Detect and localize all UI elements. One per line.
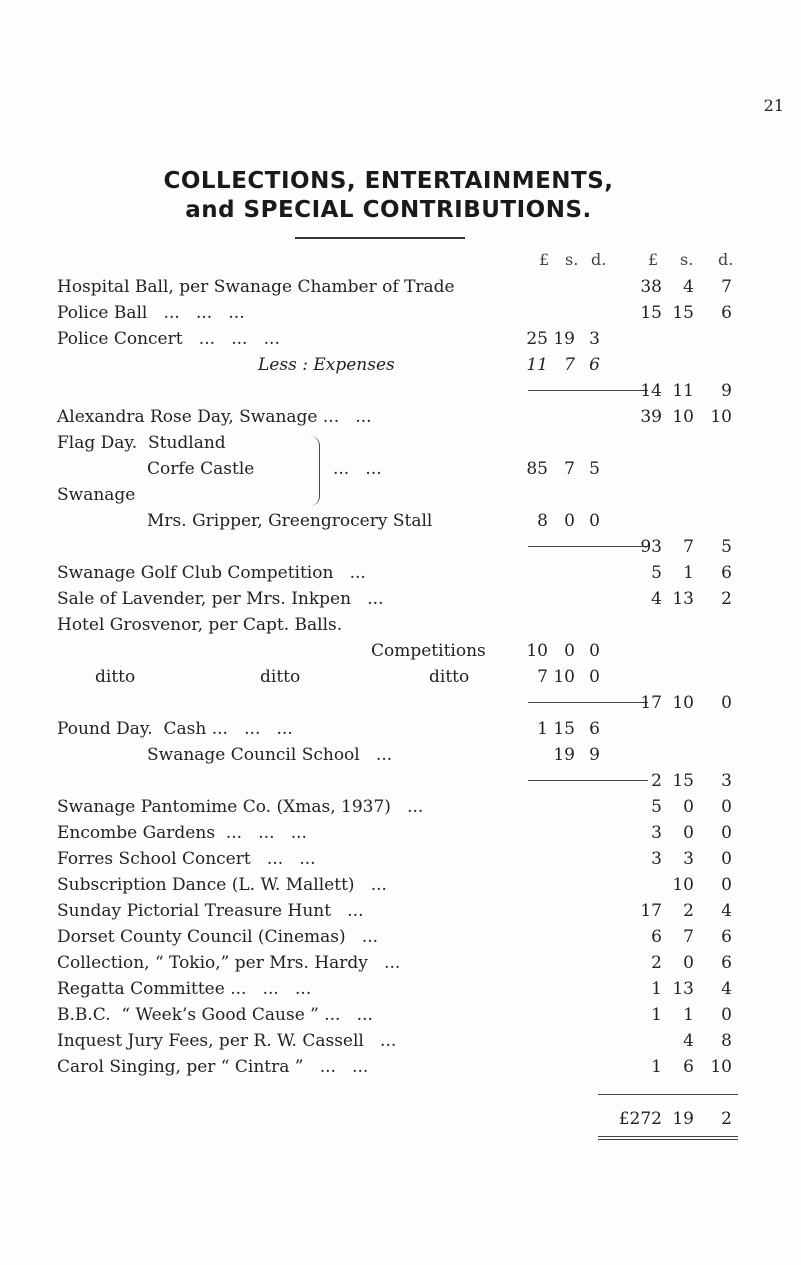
amount-shillings: 2 (683, 901, 694, 921)
row-label: Hotel Grosvenor, per Capt. Balls. (57, 615, 343, 635)
ledger-row (0, 326, 801, 352)
subtotal-pence: 0 (589, 641, 600, 661)
subtotal-pence: 6 (589, 355, 600, 375)
subtotal-pence: 0 (589, 511, 600, 531)
total-rule-top (598, 1094, 738, 1095)
amount-pence: 2 (721, 589, 732, 609)
row-label: Swanage (57, 485, 136, 505)
ledger-row (0, 872, 801, 898)
amount-pence: 0 (721, 823, 732, 843)
ledger-row (0, 924, 801, 950)
amount-pence: 4 (721, 901, 732, 921)
ledger-row (0, 612, 801, 638)
total-rule-double (598, 1139, 738, 1140)
amount-pounds: 5 (651, 563, 662, 583)
amount-pounds: 15 (640, 303, 662, 323)
row-label: Sale of Lavender, per Mrs. Inkpen ... (57, 589, 384, 609)
ledger-row (0, 378, 801, 404)
subtotal-shillings: 19 (553, 329, 575, 349)
amount-pence: 10 (710, 1057, 732, 1077)
subtotal-pence: 3 (589, 329, 600, 349)
subtotal-pounds: 85 (526, 459, 548, 479)
row-label: Carol Singing, per “ Cintra ” ... ... (57, 1057, 369, 1077)
ledger-row (0, 1002, 801, 1028)
row-label: Inquest Jury Fees, per R. W. Cassell ... (57, 1031, 397, 1051)
amount-shillings: 4 (683, 277, 694, 297)
amount-shillings: 13 (672, 589, 694, 609)
amount-shillings: 10 (672, 407, 694, 427)
amount-pence: 0 (721, 797, 732, 817)
ledger-row (0, 586, 801, 612)
ledger-row (0, 950, 801, 976)
amount-shillings: 10 (672, 875, 694, 895)
amount-shillings: 10 (672, 693, 694, 713)
amount-pence: 6 (721, 563, 732, 583)
total-rule-bottom (598, 1136, 738, 1137)
amount-pence: 8 (721, 1031, 732, 1051)
row-label: Subscription Dance (L. W. Mallett) ... (57, 875, 387, 895)
ledger-row (0, 820, 801, 846)
amount-shillings: 15 (672, 771, 694, 791)
ditto-label: ditto (429, 667, 470, 687)
row-dots: ... ... (333, 459, 382, 479)
subtotal-shillings: 0 (564, 641, 575, 661)
ledger-row (0, 482, 801, 508)
ledger-row (0, 768, 801, 794)
amount-pounds: 2 (651, 771, 662, 791)
amount-pence: 10 (710, 407, 732, 427)
ledger-row (0, 430, 801, 456)
row-label: B.B.C. “ Week’s Good Cause ” ... ... (57, 1005, 373, 1025)
amount-shillings: 13 (672, 979, 694, 999)
amount-shillings: 7 (683, 537, 694, 557)
row-label: Hospital Ball, per Swanage Chamber of Trade (57, 277, 455, 297)
header-shilling-b: s. (680, 250, 694, 269)
ledger-row (0, 742, 801, 768)
amount-shillings: 6 (683, 1057, 694, 1077)
ledger-row (0, 508, 801, 534)
row-label: Competitions (371, 641, 486, 661)
amount-shillings: 0 (683, 797, 694, 817)
total-row (0, 1106, 801, 1132)
row-label: Corfe Castle (147, 459, 255, 479)
row-label: Dorset County Council (Cinemas) ... (57, 927, 379, 947)
subtotal-shillings: 10 (553, 667, 575, 687)
header-pound-b: £ (648, 250, 659, 269)
ledger-row (0, 534, 801, 560)
amount-pence: 6 (721, 953, 732, 973)
title-rule (295, 237, 465, 239)
ledger-row (0, 690, 801, 716)
total-pence: 2 (721, 1109, 732, 1129)
amount-pounds: 5 (651, 797, 662, 817)
amount-shillings: 3 (683, 849, 694, 869)
ledger-row (0, 352, 801, 378)
subtotal-pounds: 7 (537, 667, 548, 687)
ditto-label: ditto (95, 667, 136, 687)
subtotal-pence: 6 (589, 719, 600, 739)
row-label: Flag Day. Studland (57, 433, 226, 453)
amount-shillings: 4 (683, 1031, 694, 1051)
amount-pence: 4 (721, 979, 732, 999)
amount-shillings: 0 (683, 823, 694, 843)
page-title: COLLECTIONS, ENTERTAINMENTS, (163, 168, 614, 194)
subtotal-shillings: 15 (553, 719, 575, 739)
amount-shillings: 15 (672, 303, 694, 323)
ledger-row (0, 560, 801, 586)
header-pence-a: d. (591, 250, 607, 269)
amount-pounds: 6 (651, 927, 662, 947)
amount-pounds: 17 (640, 693, 662, 713)
amount-shillings: 0 (683, 953, 694, 973)
ledger-row (0, 638, 801, 664)
row-label: Collection, “ Tokio,” per Mrs. Hardy ... (57, 953, 401, 973)
ledger-row (0, 898, 801, 924)
amount-pounds: 38 (640, 277, 662, 297)
amount-pence: 3 (721, 771, 732, 791)
row-label: Sunday Pictorial Treasure Hunt ... (57, 901, 364, 921)
amount-pounds: 3 (651, 849, 662, 869)
ledger-row (0, 794, 801, 820)
ledger-row (0, 456, 801, 482)
row-label: Regatta Committee ... ... ... (57, 979, 312, 999)
amount-shillings: 11 (672, 381, 694, 401)
amount-pence: 0 (721, 1005, 732, 1025)
row-label: Alexandra Rose Day, Swanage ... ... (57, 407, 372, 427)
row-label: Swanage Golf Club Competition ... (57, 563, 366, 583)
row-label: Police Ball ... ... ... (57, 303, 245, 323)
ledger-row (0, 1054, 801, 1080)
ledger-row (0, 846, 801, 872)
amount-pounds: 2 (651, 953, 662, 973)
subtotal-pounds: 10 (526, 641, 548, 661)
amount-pence: 0 (721, 849, 732, 869)
header-pence-b: d. (718, 250, 734, 269)
less-expenses-label: Less : Expenses (258, 355, 395, 375)
amount-shillings: 7 (683, 927, 694, 947)
amount-pounds: 4 (651, 589, 662, 609)
row-label: Mrs. Gripper, Greengrocery Stall (147, 511, 433, 531)
amount-shillings: 1 (683, 563, 694, 583)
subtotal-pence: 0 (589, 667, 600, 687)
amount-pence: 0 (721, 693, 732, 713)
ledger-row (0, 1028, 801, 1054)
subtotal-pence: 9 (589, 745, 600, 765)
total-pounds: £272 (618, 1109, 662, 1129)
subtotal-pounds: 25 (526, 329, 548, 349)
page-subtitle: and SPECIAL CONTRIBUTIONS. (185, 197, 592, 223)
amount-pence: 0 (721, 875, 732, 895)
row-label: Pound Day. Cash ... ... ... (57, 719, 293, 739)
amount-pence: 5 (721, 537, 732, 557)
subtotal-pounds: 8 (537, 511, 548, 531)
header-shilling-a: s. (565, 250, 579, 269)
page-number: 21 (763, 96, 784, 115)
subtotal-shillings: 19 (553, 745, 575, 765)
ledger-row (0, 300, 801, 326)
amount-pounds: 14 (640, 381, 662, 401)
ledger-row (0, 716, 801, 742)
amount-pounds: 93 (640, 537, 662, 557)
amount-pence: 6 (721, 927, 732, 947)
row-label: Police Concert ... ... ... (57, 329, 280, 349)
row-label: Swanage Council School ... (147, 745, 393, 765)
ledger-row (0, 664, 801, 690)
amount-pounds: 17 (640, 901, 662, 921)
amount-pounds: 39 (640, 407, 662, 427)
subtotal-pounds: 1 (537, 719, 548, 739)
total-shillings: 19 (672, 1109, 694, 1129)
amount-pence: 9 (721, 381, 732, 401)
amount-pounds: 1 (651, 1057, 662, 1077)
ledger-row (0, 404, 801, 430)
ledger-row (0, 976, 801, 1002)
amount-pounds: 1 (651, 1005, 662, 1025)
amount-pounds: 1 (651, 979, 662, 999)
ditto-label: ditto (260, 667, 301, 687)
subtotal-shillings: 7 (564, 459, 575, 479)
ledger-row (0, 274, 801, 300)
amount-pence: 6 (721, 303, 732, 323)
row-label: Swanage Pantomime Co. (Xmas, 1937) ... (57, 797, 424, 817)
subtotal-pounds: 11 (526, 355, 548, 375)
row-label: Encombe Gardens ... ... ... (57, 823, 307, 843)
subtotal-shillings: 0 (564, 511, 575, 531)
subtotal-shillings: 7 (564, 355, 575, 375)
amount-pence: 7 (721, 277, 732, 297)
header-pound-a: £ (539, 250, 550, 269)
row-label: Forres School Concert ... ... (57, 849, 316, 869)
amount-shillings: 1 (683, 1005, 694, 1025)
subtotal-pence: 5 (589, 459, 600, 479)
amount-pounds: 3 (651, 823, 662, 843)
